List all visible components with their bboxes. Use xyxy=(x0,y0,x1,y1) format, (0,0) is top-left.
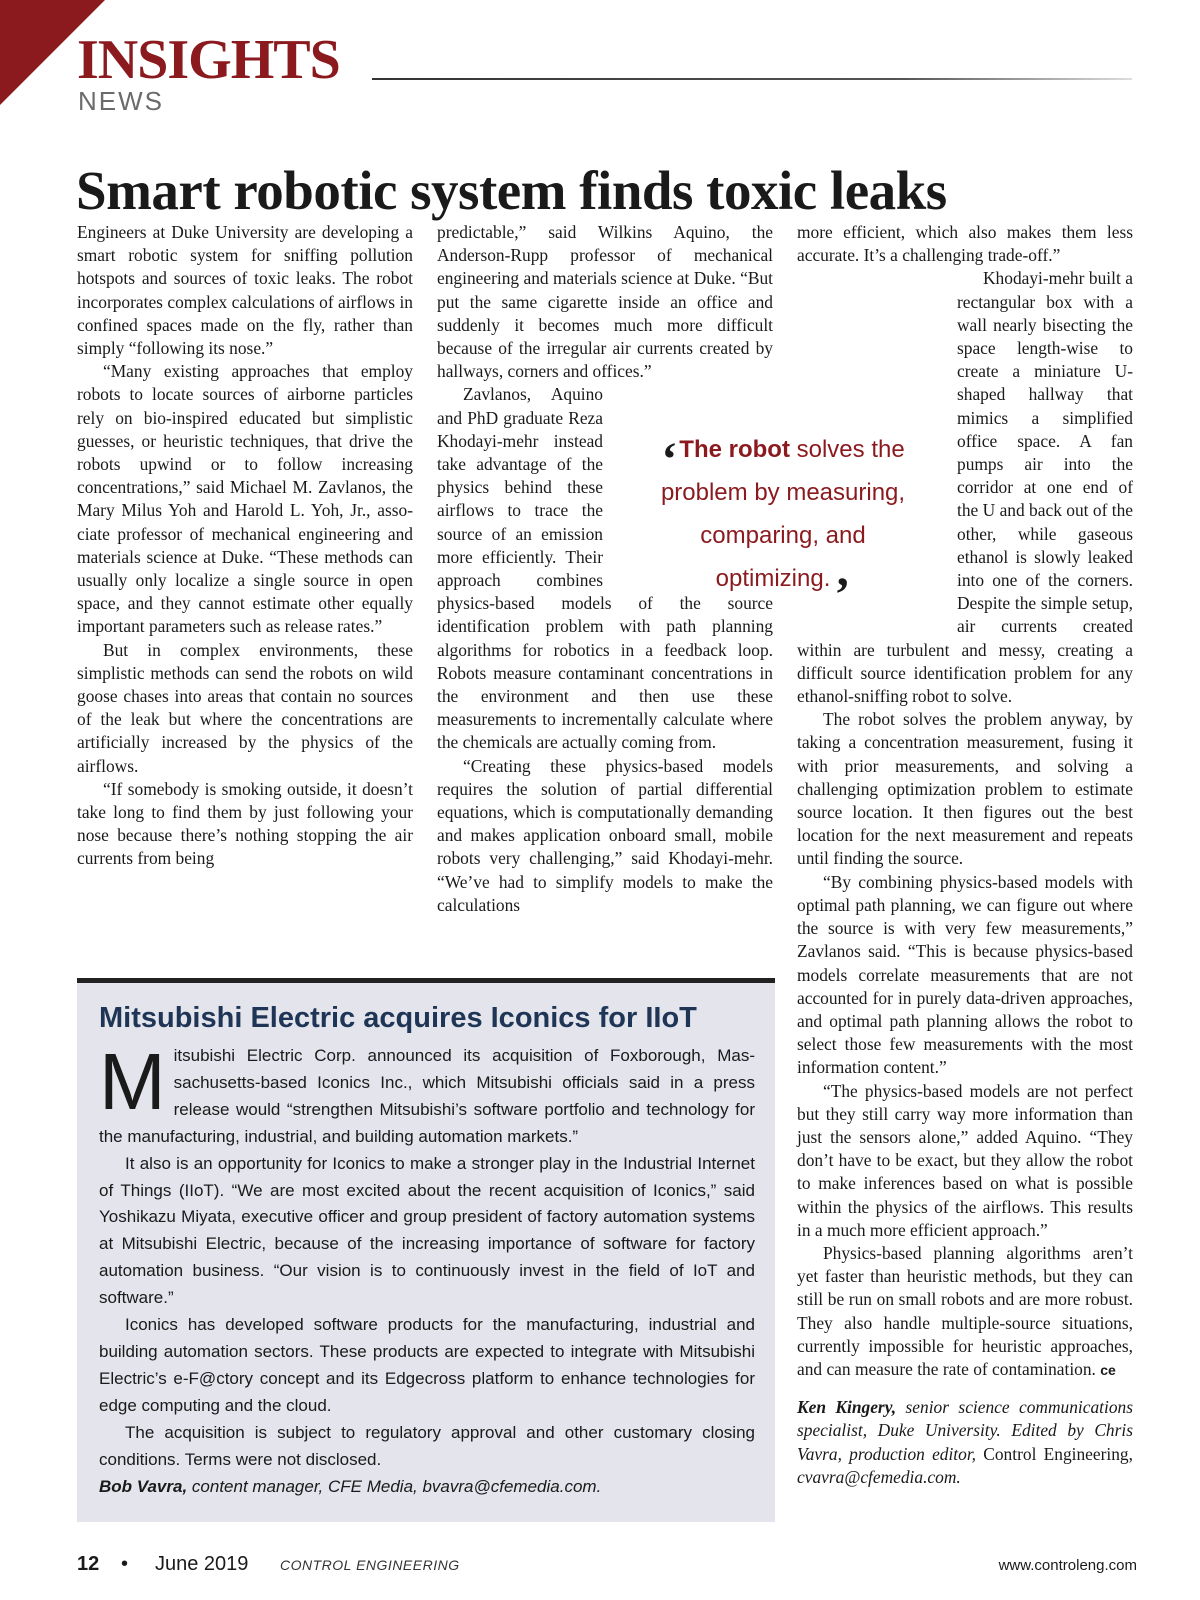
sidebar-paragraph: The acquisition is subject to regulatory approval and other customary closing conditions. Terms were not disclosed. xyxy=(99,1422,755,1469)
article-column-3 xyxy=(797,221,1133,1489)
author-email: cvavra@cfemedia.com. xyxy=(797,1466,961,1487)
website-url: www.controleng.com xyxy=(998,1557,1137,1574)
paragraph-text: Khodayi-mehr built a rectangular box with a wall nearly bisecting the space length-wise to create a miniature U-shaped hallway that mimics a simplified office space. A fan pumps air into the corridor at one end of the U and back out of the other, while gaseous ethanol is slowly leaked into one of the corners. Despite the simple setup, air currents created within are turbulent and messy, creating a difficult source identification problem for any ethanol-sniffing robot to solve. xyxy=(797,268,1133,707)
paragraph-text: Physics-based planning algorithms aren’t yet faster than heuristic methods, but they can still be run on small robots and are more robust. They also handle multiple-source situations, currently impossible for heuristic approaches, and can measure the rate of contamination. xyxy=(797,1242,1133,1379)
section-subtitle: NEWS xyxy=(78,86,164,116)
paragraph: Engineers at Duke University are developing a smart robotic system for sniffing pollution hotspots and sources of toxic leaks. The robot incorporates complex calculations of airflows in confined spaces made on the fly, rather than simply “following its nose.” xyxy=(77,222,413,359)
paragraph xyxy=(797,1242,1133,1382)
paragraph: “Many existing approaches that employ robots to locate sources of airborne particles rely on bio-inspired educated but simplistic guesses, or heuristic techniques, that drive the robots upwind or to follow increasing concentrations,” said Michael M. Zavlanos, the Mary Milus Yoh and Harold L. Yoh, Jr., associate professor of mechanical engineering and materials science at Duke. “These methods can usually only localize a single source in open space, and they cannot estimate other equally important parameters such as release rates.” xyxy=(77,361,413,637)
author-signature xyxy=(797,1396,1133,1489)
paragraph: The robot solves the problem anyway, by taking a concentration measurement, fusing it with prior measurements, and solving a challenging optimization problem to estimate source location. It then figures out the best location for the next measurement and repeats until finding the source. xyxy=(797,709,1133,869)
byline-role: content manager, CFE Media, bvavra@cfemedia.com. xyxy=(187,1476,602,1496)
byline-name: Bob Vavra, xyxy=(99,1476,188,1496)
open-quote-mark: ‘ xyxy=(661,433,678,486)
issue-date: June 2019 xyxy=(155,1553,249,1575)
publication-name: CONTROL ENGINEERING xyxy=(280,1557,460,1573)
paragraph: “If somebody is smoking outside, it doesn’t take long to find them by just following your nose because there’s nothing stopping the air currents from being xyxy=(77,778,413,869)
paragraph: “By combining physics-based models with optimal path planning, we can figure out where the source is with very few measurements,” Zavlanos said. “This is because physics-based models correlate measurements that are not accounted for in purely data-driven approaches, and optimal path planning allows the robot to select those few measurements with the most information content.” xyxy=(797,871,1133,1078)
page-footer xyxy=(77,1553,1137,1577)
sidebar-paragraph: It also is an opportunity for Iconics to make a stronger play in the Industrial Internet of Things (IIoT). “We are most excited about the recent acquisition of Iconics,” said Yoshikazu Miyata, executive officer and group president of factory automation systems at Mitsubishi Electric, because of the increasing importance of software for factory automation business. “Our vision is to continuously invest in the field of IoT and software.” xyxy=(99,1153,755,1308)
author-role: senior science communications specialist, Duke University. Edited by Chris Vavra, production editor, xyxy=(797,1397,1134,1464)
article-headline: Smart robotic system finds toxic leaks xyxy=(76,160,947,221)
pullquote xyxy=(648,428,918,621)
paragraph: more efficient, which also makes them less accurate. It’s a challenging trade-off.” xyxy=(797,222,1133,266)
pullquote-bold: The robot xyxy=(679,436,790,463)
pullquote-text: solves the problem by measuring, comparing, and optimizing. xyxy=(660,436,906,592)
paragraph: predictable,” said Wilkins Aquino, the Anderson-Rupp professor of mechanical engineering and materials science at Duke. “But put the same cigarette inside an office and suddenly it becomes much more difficult because of the irregular air currents created by hallways, corners and offices.” xyxy=(437,222,773,382)
end-mark: ce xyxy=(1100,1361,1116,1378)
paragraph: “Creating these physics-based models requires the solution of partial differential equations, which is computationally demanding and makes application onboard small, mobile robots very challenging,” said Khodayi-mehr. “We’ve had to simplify models to make the calculations xyxy=(437,755,773,915)
paragraph-text: Zavlanos, Aquino and PhD graduate Reza Khodayi-mehr instead take advantage of the physics behind these airflows to trace the source of an emission more efficiently. Their approach combines physics-based models of the source identification problem with path planning algorithms for robotics in a feedback loop. Robots measure contaminant concentrations in the environment and then use these measurements to incrementally calculate where the chemicals are actually coming from. xyxy=(437,384,773,753)
publication-name: Control Engineering, xyxy=(976,1443,1133,1464)
section-title: INSIGHTS xyxy=(77,29,340,91)
paragraph: “The physics-based models are not perfect but they still carry way more information than just the sensors alone,” added Aquino. “They don’t have to be exact, but they allow the robot to make inferences based on what is possible within the physics of the airflows. This results in a much more efficient approach.” xyxy=(797,1080,1133,1240)
author-name: Ken Kingery, xyxy=(797,1397,897,1418)
footer-bullet: • xyxy=(121,1553,129,1575)
paragraph-text: itsubishi Electric Corp. announced its acquisition of Foxborough, Massachusetts-based Iconics Inc., which Mitsubishi officials said in a press release would “strengthen Mitsubishi’s software portfolio and technology for the manufacturing, industrial, and building automation markets.” xyxy=(99,1046,755,1146)
sidebar-paragraph: Iconics has developed software products for the manufacturing, industrial and building automation sectors. These products are expected to integrate with Mitsubishi Electric’s e-F@ctory concept and its Edgecross platform to enhance technologies for edge computing and the cloud. xyxy=(99,1315,755,1415)
sidebar-box xyxy=(77,983,775,1522)
page-number: 12 xyxy=(77,1553,100,1575)
close-quote-mark: ’ xyxy=(834,568,851,621)
paragraph: But in complex environments, these simplistic methods can send the robots on wild goose chases into areas that contain no sources of the leak but where the concentrations are artificially increased by the physics of the airflows. xyxy=(77,639,413,776)
article-column-1 xyxy=(77,221,413,871)
sidebar-title: Mitsubishi Electric acquires Iconics for IIoT xyxy=(99,1002,697,1034)
sidebar-byline xyxy=(99,1474,755,1501)
section-rule xyxy=(372,78,1132,80)
drop-cap: M xyxy=(99,1037,166,1126)
sidebar-paragraph xyxy=(99,1037,755,1151)
